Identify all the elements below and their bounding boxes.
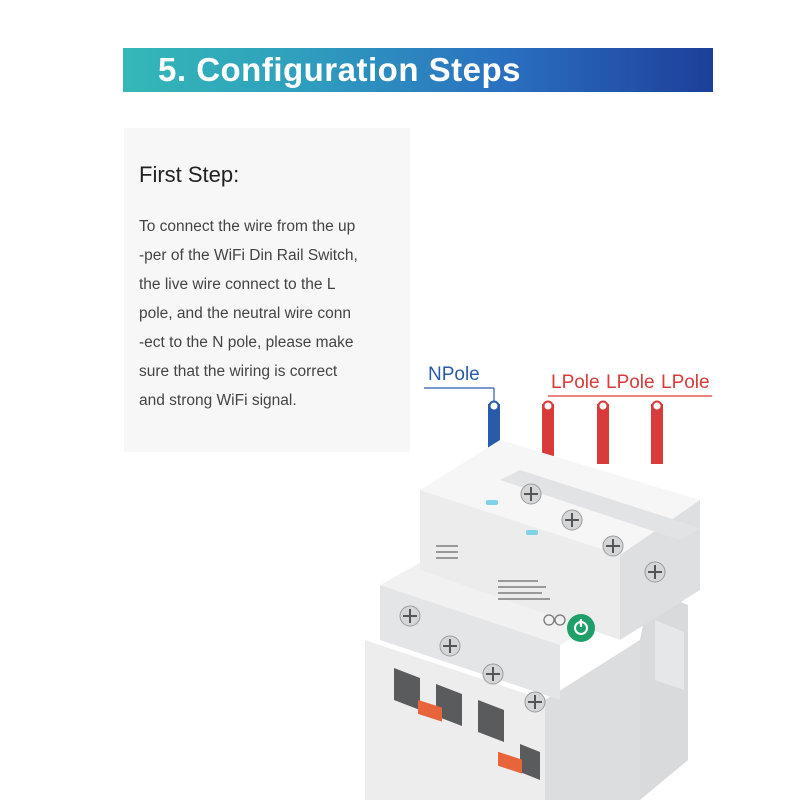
instruction-line: pole, and the neutral wire conn (139, 305, 351, 322)
instruction-line: and strong WiFi signal. (139, 392, 297, 409)
neutral-pole-label: NPole (428, 364, 480, 385)
live-pole-label: LPole (551, 372, 600, 393)
terminal-screw (562, 510, 582, 530)
terminal-screw (603, 536, 623, 556)
terminal-screw (645, 562, 665, 582)
live-pole-label: LPole (661, 372, 710, 393)
live-wire (597, 402, 609, 465)
section-title: 5. Configuration Steps (158, 51, 522, 88)
terminal-screw (525, 692, 545, 712)
din-rail-switch (365, 440, 700, 800)
instruction-line: -per of the WiFi Din Rail Switch, (139, 247, 358, 264)
live-pole-label: LPole (606, 372, 655, 393)
terminal-screw (400, 606, 420, 626)
step-heading: First Step: (139, 162, 240, 187)
instruction-line: sure that the wiring is correct (139, 363, 338, 380)
power-button-icon (567, 614, 595, 642)
instruction-line: -ect to the N pole, please make (139, 334, 354, 351)
instruction-line: the live wire connect to the L (139, 276, 336, 293)
terminal-screw (440, 636, 460, 656)
instruction-line: To connect the wire from the up (139, 218, 356, 235)
live-wire (651, 402, 663, 465)
terminal-screw (521, 484, 541, 504)
terminal-screw (483, 664, 503, 684)
